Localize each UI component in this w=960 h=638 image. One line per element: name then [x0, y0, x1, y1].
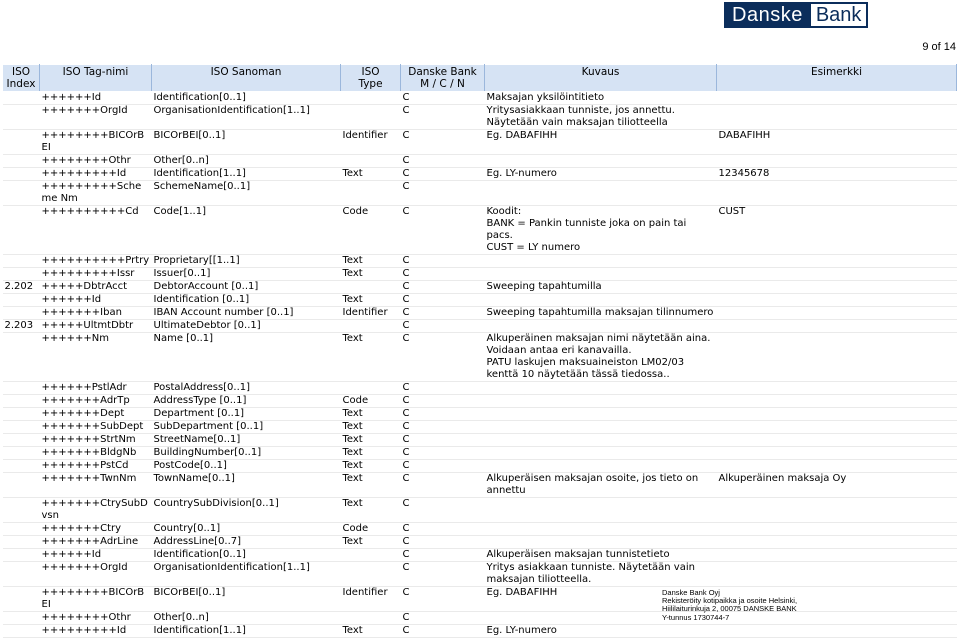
footer-line: Y-tunnus 1730744-7: [662, 612, 730, 622]
example-cell: [717, 333, 957, 382]
column-header: [717, 65, 957, 92]
iso-message-cell: Other[0..n]: [152, 155, 341, 168]
iso-tag-cell: +++++++BldgNb: [40, 447, 152, 460]
iso-message-cell: AddressLine[0..7]: [152, 536, 341, 549]
column-header-line: Esimerkki: [810, 66, 863, 78]
mcn-cell: C: [401, 294, 485, 307]
iso-index-cell: [3, 155, 40, 168]
iso-message-cell: Other[0..n]: [152, 612, 341, 625]
iso-type-cell: Text: [341, 408, 401, 421]
column-header: [485, 65, 717, 92]
table-row: [3, 268, 957, 281]
table-row: [3, 320, 957, 333]
iso-tag-cell: ++++++PstlAdr: [40, 382, 152, 395]
iso-type-cell: Text: [341, 294, 401, 307]
iso-type-cell: Text: [341, 333, 401, 382]
table-row: [3, 408, 957, 421]
iso-type-cell: [341, 612, 401, 625]
mcn-cell: C: [401, 625, 485, 638]
iso-type-cell: Identifier: [341, 130, 401, 155]
table-row: [3, 155, 957, 168]
iso-type-cell: Text: [341, 434, 401, 447]
iso-type-cell: Text: [341, 447, 401, 460]
iso-tag-cell: ++++++Id: [40, 549, 152, 562]
page-number: 9 of 14: [922, 41, 956, 53]
iso-tag-cell: ++++++++++Prtry: [40, 255, 152, 268]
iso-index-cell: [3, 473, 40, 498]
description-cell: [485, 447, 717, 460]
mcn-cell: C: [401, 105, 485, 130]
example-cell: CUST: [717, 206, 957, 255]
iso-tag-cell: ++++++Nm: [40, 333, 152, 382]
mcn-cell: C: [401, 206, 485, 255]
iso-message-cell: Issuer[0..1]: [152, 268, 341, 281]
example-cell: [717, 181, 957, 206]
iso-message-cell: Country[0..1]: [152, 523, 341, 536]
description-cell: [485, 268, 717, 281]
example-cell: [717, 281, 957, 294]
table-row: [3, 625, 957, 638]
mcn-cell: C: [401, 421, 485, 434]
iso-type-cell: Text: [341, 498, 401, 523]
table-row: [3, 92, 957, 105]
table-row: [3, 434, 957, 447]
iso-index-cell: [3, 268, 40, 281]
iso-message-cell: BuildingNumber[0..1]: [152, 447, 341, 460]
danske-bank-logo: [724, 2, 868, 28]
example-cell: [717, 421, 957, 434]
mcn-cell: C: [401, 434, 485, 447]
table-row: [3, 562, 957, 587]
table-row: [3, 168, 957, 181]
description-cell: [485, 382, 717, 395]
example-cell: [717, 382, 957, 395]
iso-type-cell: [341, 155, 401, 168]
description-cell: [485, 395, 717, 408]
iso-tag-cell: +++++++++Issr: [40, 268, 152, 281]
example-cell: [717, 460, 957, 473]
iso-tag-cell: +++++++Iban: [40, 307, 152, 320]
logo-word-danske: Danske: [732, 4, 803, 26]
iso-index-cell: [3, 434, 40, 447]
iso-index-cell: [3, 206, 40, 255]
mcn-cell: C: [401, 181, 485, 206]
description-cell: Yritys asiakkaan tunniste. Näytetään vain maksajan tiliotteella.: [485, 562, 717, 587]
iso-index-cell: [3, 395, 40, 408]
iso-message-cell: DebtorAccount [0..1]: [152, 281, 341, 294]
iso-type-cell: [341, 281, 401, 294]
iso-index-cell: [3, 536, 40, 549]
mcn-cell: C: [401, 92, 485, 105]
iso-message-cell: BICOrBEI[0..1]: [152, 587, 341, 612]
example-cell: [717, 536, 957, 549]
iso-index-cell: [3, 523, 40, 536]
column-header: [401, 65, 485, 92]
description-cell: [485, 523, 717, 536]
description-cell: Eg. DABAFIHH: [485, 130, 717, 155]
table-row: [3, 587, 957, 612]
iso-type-cell: Code: [341, 395, 401, 408]
iso-message-cell: PostCode[0..1]: [152, 460, 341, 473]
iso-type-cell: Code: [341, 206, 401, 255]
iso-tag-cell: +++++++Dept: [40, 408, 152, 421]
iso-message-cell: SubDepartment [0..1]: [152, 421, 341, 434]
column-header: [341, 65, 401, 92]
iso-index-cell: [3, 382, 40, 395]
example-cell: [717, 408, 957, 421]
iso-index-cell: 2.202: [3, 281, 40, 294]
description-cell: [485, 255, 717, 268]
iso-type-cell: [341, 549, 401, 562]
iso-tag-cell: ++++++++Othr: [40, 155, 152, 168]
iso-tag-cell: +++++++CtrySubDvsn: [40, 498, 152, 523]
iso-index-cell: [3, 421, 40, 434]
iso-type-cell: Text: [341, 473, 401, 498]
iso-tag-cell: +++++++TwnNm: [40, 473, 152, 498]
footer-line: Danske Bank Oyj: [662, 588, 720, 597]
mcn-cell: C: [401, 562, 485, 587]
description-cell: Eg. LY-numero: [485, 168, 717, 181]
iso-type-cell: Identifier: [341, 307, 401, 320]
example-cell: [717, 92, 957, 105]
iso-tag-cell: ++++++++BICOrBEI: [40, 130, 152, 155]
iso-message-cell: UltimateDebtor [0..1]: [152, 320, 341, 333]
iso-index-cell: [3, 333, 40, 382]
iso-tag-cell: +++++++Ctry: [40, 523, 152, 536]
iso-message-cell: TownName[0..1]: [152, 473, 341, 498]
mcn-cell: C: [401, 523, 485, 536]
iso-index-cell: [3, 105, 40, 130]
iso-type-cell: Text: [341, 460, 401, 473]
iso-index-cell: [3, 168, 40, 181]
iso-field-table: [2, 64, 957, 638]
iso-tag-cell: +++++++OrgId: [40, 105, 152, 130]
example-cell: [717, 155, 957, 168]
mcn-cell: C: [401, 447, 485, 460]
iso-message-cell: Department [0..1]: [152, 408, 341, 421]
iso-tag-cell: +++++++OrgId: [40, 562, 152, 587]
description-cell: [485, 181, 717, 206]
mcn-cell: C: [401, 155, 485, 168]
iso-message-cell: OrganisationIdentification[1..1]: [152, 105, 341, 130]
iso-tag-cell: +++++++++Id: [40, 625, 152, 638]
mcn-cell: C: [401, 408, 485, 421]
mcn-cell: C: [401, 473, 485, 498]
mcn-cell: C: [401, 333, 485, 382]
table-row: [3, 447, 957, 460]
table-row: [3, 181, 957, 206]
column-header-line: Index: [6, 78, 36, 90]
example-cell: DABAFIHH: [717, 130, 957, 155]
logo-word-bank: Bank: [809, 4, 867, 26]
table-row: [3, 460, 957, 473]
mcn-cell: C: [401, 281, 485, 294]
column-header-line: ISO Tag-nimi: [62, 66, 129, 78]
iso-type-cell: Text: [341, 255, 401, 268]
mcn-cell: C: [401, 255, 485, 268]
mcn-cell: C: [401, 320, 485, 333]
description-cell: [485, 421, 717, 434]
example-cell: 12345678: [717, 168, 957, 181]
example-cell: [717, 320, 957, 333]
iso-message-cell: Code[1..1]: [152, 206, 341, 255]
table-row: [3, 536, 957, 549]
mcn-cell: C: [401, 395, 485, 408]
iso-index-cell: [3, 460, 40, 473]
example-cell: [717, 434, 957, 447]
iso-type-cell: Identifier: [341, 587, 401, 612]
iso-type-cell: [341, 92, 401, 105]
iso-index-cell: [3, 294, 40, 307]
iso-tag-cell: +++++++StrtNm: [40, 434, 152, 447]
iso-message-cell: BICOrBEI[0..1]: [152, 130, 341, 155]
iso-index-cell: [3, 612, 40, 625]
iso-message-cell: Identification[1..1]: [152, 168, 341, 181]
example-cell: [717, 523, 957, 536]
example-cell: [717, 447, 957, 460]
iso-type-cell: Code: [341, 523, 401, 536]
mcn-cell: C: [401, 536, 485, 549]
table-row: [3, 130, 957, 155]
table-row: [3, 281, 957, 294]
table-row: [3, 255, 957, 268]
iso-index-cell: [3, 549, 40, 562]
column-header: [3, 65, 40, 92]
table-row: [3, 307, 957, 320]
table-row: [3, 498, 957, 523]
description-cell: [485, 498, 717, 523]
footer-line: Rekisteröity kotipaikka ja osoite Helsinki,: [662, 596, 798, 606]
table-body: [3, 92, 957, 638]
iso-tag-cell: +++++++SubDept: [40, 421, 152, 434]
description-cell: Alkuperäisen maksajan osoite, jos tieto on annettu: [485, 473, 717, 498]
iso-index-cell: [3, 408, 40, 421]
iso-type-cell: Text: [341, 268, 401, 281]
column-header-line: ISO: [11, 66, 31, 78]
column-header-line: Danske Bank: [408, 66, 477, 78]
iso-message-cell: Identification[1..1]: [152, 625, 341, 638]
iso-message-cell: SchemeName[0..1]: [152, 181, 341, 206]
iso-type-cell: [341, 320, 401, 333]
description-cell: Alkuperäinen maksajan nimi näytetään aina. Voidaan antaa eri kanavailla. PATU laskujen maksuaineiston LM02/03 kenttä 10 näytetään tässä tiedossa..: [485, 333, 717, 382]
column-header-line: M / C / N: [420, 78, 465, 90]
mcn-cell: C: [401, 612, 485, 625]
table-row: [3, 549, 957, 562]
table-row: [3, 105, 957, 130]
example-cell: [717, 294, 957, 307]
iso-index-cell: [3, 447, 40, 460]
iso-message-cell: Identification [0..1]: [152, 294, 341, 307]
mcn-cell: C: [401, 498, 485, 523]
footer-company-info: [662, 589, 797, 622]
iso-tag-cell: ++++++Id: [40, 92, 152, 105]
table-row: [3, 382, 957, 395]
iso-tag-cell: +++++++AdrLine: [40, 536, 152, 549]
example-cell: [717, 268, 957, 281]
mcn-cell: C: [401, 307, 485, 320]
iso-message-cell: Identification[0..1]: [152, 549, 341, 562]
mcn-cell: C: [401, 549, 485, 562]
example-cell: [717, 307, 957, 320]
table-row: [3, 294, 957, 307]
table-row: [3, 612, 957, 625]
table-row: [3, 333, 957, 382]
description-cell: Koodit: BANK = Pankin tunniste joka on pain tai pacs. CUST = LY numero: [485, 206, 717, 255]
mcn-cell: C: [401, 130, 485, 155]
example-cell: [717, 255, 957, 268]
mcn-cell: C: [401, 382, 485, 395]
iso-type-cell: Text: [341, 168, 401, 181]
description-cell: Sweeping tapahtumilla: [485, 281, 717, 294]
iso-type-cell: Text: [341, 625, 401, 638]
example-cell: [717, 625, 957, 638]
description-cell: Sweeping tapahtumilla maksajan tilinnumero: [485, 307, 717, 320]
iso-type-cell: [341, 382, 401, 395]
column-header: [40, 65, 152, 92]
iso-tag-cell: ++++++++++Cd: [40, 206, 152, 255]
iso-message-cell: StreetName[0..1]: [152, 434, 341, 447]
mcn-cell: C: [401, 587, 485, 612]
description-cell: [485, 320, 717, 333]
example-cell: [717, 549, 957, 562]
footer-line: Hiililaiturinkuja 2, 00075 DANSKE BANK: [662, 604, 797, 614]
column-header-line: Type: [358, 78, 383, 90]
example-cell: [717, 395, 957, 408]
iso-message-cell: AddressType [0..1]: [152, 395, 341, 408]
iso-index-cell: [3, 130, 40, 155]
iso-index-cell: 2.203: [3, 320, 40, 333]
column-header-line: ISO Sanoman: [210, 66, 282, 78]
table-row: [3, 395, 957, 408]
description-cell: [485, 408, 717, 421]
iso-message-cell: Identification[0..1]: [152, 92, 341, 105]
iso-tag-cell: +++++++PstCd: [40, 460, 152, 473]
iso-type-cell: [341, 181, 401, 206]
iso-type-cell: [341, 562, 401, 587]
iso-message-cell: PostalAddress[0..1]: [152, 382, 341, 395]
table-row: [3, 523, 957, 536]
description-cell: [485, 155, 717, 168]
iso-index-cell: [3, 255, 40, 268]
table-row: [3, 421, 957, 434]
description-cell: Eg. DABAFIHH: [485, 587, 717, 612]
iso-tag-cell: +++++++AdrTp: [40, 395, 152, 408]
example-cell: [717, 498, 957, 523]
description-cell: Eg. LY-numero: [485, 625, 717, 638]
example-cell: [717, 105, 957, 130]
iso-type-cell: Text: [341, 536, 401, 549]
example-cell: [717, 562, 957, 587]
table-row: [3, 473, 957, 498]
iso-tag-cell: ++++++++Othr: [40, 612, 152, 625]
iso-message-cell: OrganisationIdentification[1..1]: [152, 562, 341, 587]
iso-index-cell: [3, 498, 40, 523]
iso-index-cell: [3, 562, 40, 587]
iso-message-cell: Proprietary[[1..1]: [152, 255, 341, 268]
column-header-line: ISO: [361, 66, 380, 78]
iso-tag-cell: ++++++Id: [40, 294, 152, 307]
iso-index-cell: [3, 181, 40, 206]
mcn-cell: C: [401, 268, 485, 281]
iso-tag-cell: +++++DbtrAcct: [40, 281, 152, 294]
iso-message-cell: IBAN Account number [0..1]: [152, 307, 341, 320]
iso-type-cell: Text: [341, 421, 401, 434]
iso-type-cell: [341, 105, 401, 130]
mcn-cell: C: [401, 168, 485, 181]
iso-message-cell: Name [0..1]: [152, 333, 341, 382]
iso-index-cell: [3, 625, 40, 638]
description-cell: [485, 294, 717, 307]
iso-message-cell: CountrySubDivision[0..1]: [152, 498, 341, 523]
iso-index-cell: [3, 587, 40, 612]
description-cell: [485, 434, 717, 447]
iso-index-cell: [3, 307, 40, 320]
column-header: [152, 65, 341, 92]
description-cell: [485, 460, 717, 473]
mcn-cell: C: [401, 460, 485, 473]
iso-index-cell: [3, 92, 40, 105]
description-cell: Yritysasiakkaan tunniste, jos annettu. Näytetään vain maksajan tiliotteella: [485, 105, 717, 130]
iso-tag-cell: ++++++++BICOrBEI: [40, 587, 152, 612]
table-row: [3, 206, 957, 255]
column-header-line: Kuvaus: [581, 66, 620, 78]
description-cell: [485, 536, 717, 549]
iso-tag-cell: +++++++++Scheme Nm: [40, 181, 152, 206]
iso-tag-cell: +++++UltmtDbtr: [40, 320, 152, 333]
description-cell: Alkuperäisen maksajan tunnistetieto: [485, 549, 717, 562]
example-cell: Alkuperäinen maksaja Oy: [717, 473, 957, 498]
iso-tag-cell: +++++++++Id: [40, 168, 152, 181]
description-cell: Maksajan yksilöintitieto: [485, 92, 717, 105]
table-header-row: [3, 65, 957, 92]
